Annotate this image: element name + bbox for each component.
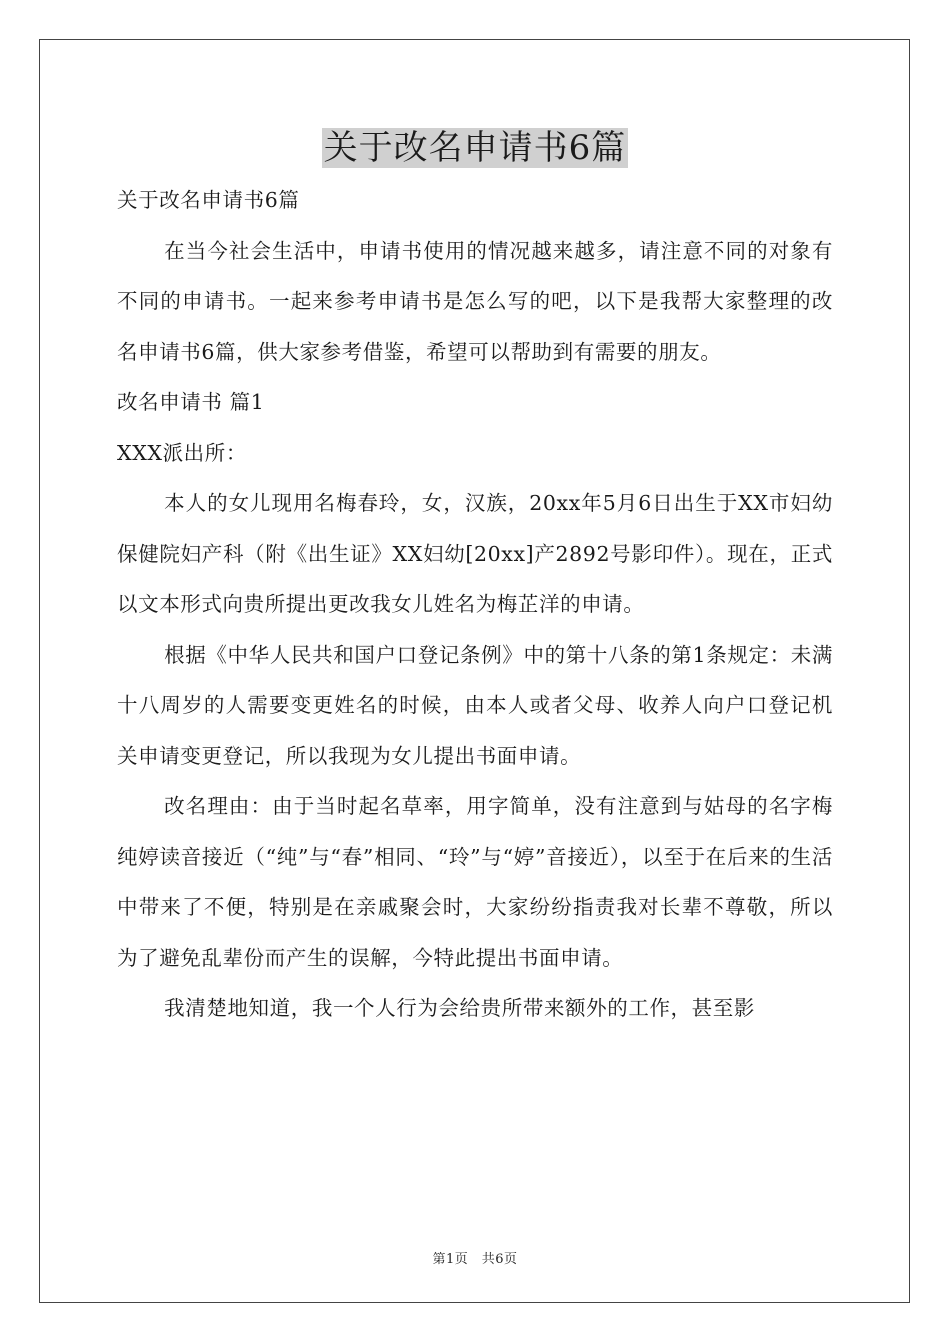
document-title-text: 关于改名申请书6篇 <box>323 128 627 168</box>
body-paragraph: 根据《中华人民共和国户口登记条例》中的第十八条的第1条规定：未满十八周岁的人需要变更姓名的时候，由本人或者父母、收养人向户口登记机关申请变更登记，所以我现为女儿提出书面申请。 <box>117 642 833 768</box>
section-heading: 改名申请书 篇1 <box>117 390 265 414</box>
document-body <box>117 175 833 1034</box>
body-paragraph: 我清楚地知道，我一个人行为会给贵所带来额外的工作，甚至影 <box>164 996 755 1020</box>
document-title <box>0 124 950 172</box>
body-paragraph: 本人的女儿现用名梅春玲，女，汉族，20xx年5月6日出生于XX市妇幼保健院妇产科（附《出生证》XX妇幼[20xx]产2892号影印件）。现在，正式以文本形式向贵所提出更改我女儿姓名为梅芷洋的申请。 <box>117 491 833 616</box>
body-paragraph: 改名理由：由于当时起名草率，用字简单，没有注意到与姑母的名字梅纯婷读音接近（“纯”与“春”相同、“玲”与“婷”音接近），以至于在后来的生活中带来了不便，特别是在亲戚聚会时，大家纷纷指责我对长辈不尊敬，所以为了避免乱辈份而产生的误解，今特此提出书面申请。 <box>117 794 833 970</box>
page-footer: 第1页 共6页 <box>432 1252 518 1267</box>
addressee-line: XXX派出所： <box>117 440 247 465</box>
intro-paragraph: 在当今社会生活中，申请书使用的情况越来越多，请注意不同的对象有不同的申请书。一起来参考申请书是怎么写的吧，以下是我帮大家整理的改名申请书6篇，供大家参考借鉴，希望可以帮助到有需要的朋友。 <box>117 238 833 364</box>
document-subtitle: 关于改名申请书6篇 <box>117 188 300 212</box>
